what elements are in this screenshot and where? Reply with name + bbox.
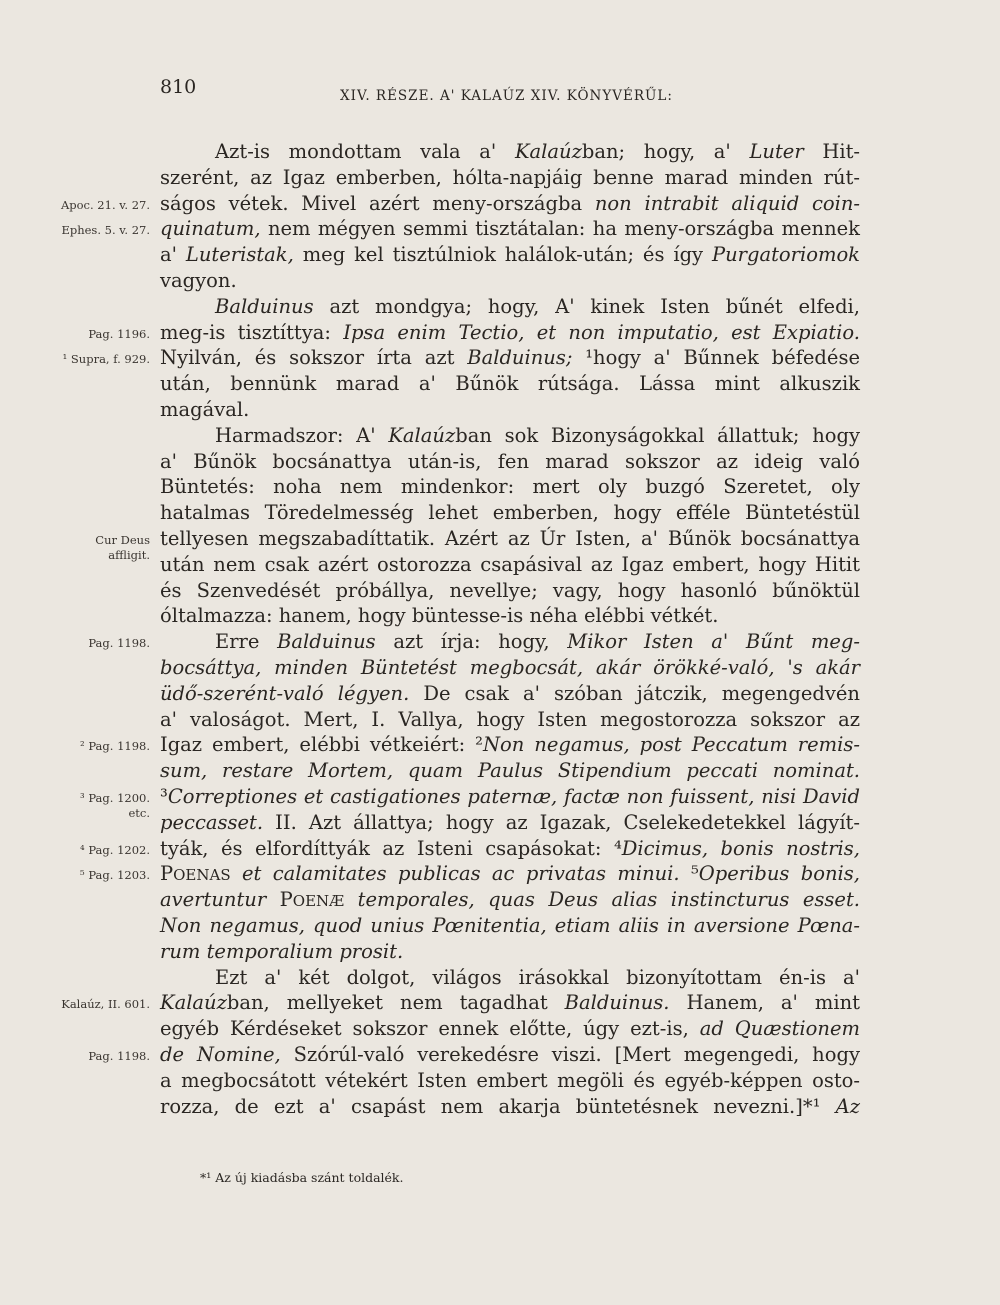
margin-note: Ephes. 5. v. 27.: [61, 223, 150, 238]
text-line: Kalaúzban, mellyeket nem tagadhat Balduinus. Hanem, a' mint: [160, 991, 860, 1015]
text-line: POENAS et calamitates publicas ac privatas minui. ⁵Operibus bonis,: [160, 862, 860, 886]
text-line: Non negamus, quod unius Pœnitentia, etiam aliis in aversione Pœna-: [160, 914, 860, 937]
text-line: óltalmazza: hanem, hogy büntesse-is néha elébbi vétkét.: [160, 604, 719, 628]
margin-note: ³ Pag. 1200.: [80, 791, 150, 805]
text-line: egyéb Kérdéseket sokszor ennek előtte, úgy ezt-is, ad Quæstionem: [160, 1017, 860, 1041]
text-line: után, bennünk marad a' Bűnök rútsága. Lássa mint alkuszik: [160, 372, 860, 396]
text-line: és Szenvedését próbállya, nevellye; vagy, hogy hasonló bűnöktül: [160, 578, 860, 602]
text-line: Ezt a' két dolgot, világos irásokkal bizonyítottam én-is a': [215, 965, 860, 989]
margin-note: ⁵ Pag. 1203.: [80, 868, 150, 883]
text-line: de Nomine, Szórúl-való verekedésre viszi. [Mert megengedi, hogy: [160, 1043, 860, 1066]
text-line: szerént, az Igaz emberben, hólta-napjáig benne marad minden rút-: [160, 165, 860, 189]
margin-note: affligit.: [108, 548, 150, 563]
text-line: ságos vétek. Mivel azért meny-országba non intrabit aliquid coin-: [160, 191, 860, 215]
text-line: a' valoságot. Mert, I. Vallya, hogy Isten megostorozza sokszor az: [160, 707, 860, 731]
margin-note: Pag. 1196.: [88, 326, 150, 341]
text-line: tellyesen megszabadíttatik. Azért az Úr Isten, a' Bűnök bocsánattya: [160, 527, 860, 550]
text-line: avertuntur POENÆ temporales, quas Deus alias instincturus esset.: [160, 888, 860, 912]
margin-note: Cur Deus: [95, 533, 150, 547]
margin-note: etc.: [128, 806, 150, 821]
text-line: rum temporalium prosit.: [160, 939, 404, 963]
margin-note: ² Pag. 1198.: [80, 739, 150, 754]
margin-note: ⁴ Pag. 1202.: [80, 842, 150, 857]
text-line: meg-is tisztíttya: Ipsa enim Tectio, et non imputatio, est Expiatio.: [160, 320, 860, 344]
running-head: XIV. RÉSZE. A' KALAÚZ XIV. KÖNYVÉRŰL:: [340, 88, 673, 104]
text-line: quinatum, nem mégyen semmi tisztátalan: ha meny-országba mennek: [160, 217, 860, 241]
margin-note: ¹ Supra, f. 929.: [62, 352, 150, 367]
margin-note: Kalaúz, II. 601.: [61, 997, 150, 1012]
text-line: Büntetés: noha nem mindenkor: mert oly buzgó Szeretet, oly: [160, 475, 860, 499]
text-line: a' Bűnök bocsánattya után-is, fen marad sokszor az ideig való: [160, 449, 860, 473]
text-line: bocsáttya, minden Büntetést megbocsát, akár örökké-való, 's akár: [160, 656, 860, 679]
text-line: rozza, de ezt a' csapást nem akarja büntetésnek nevezni.]*¹ Az: [160, 1094, 860, 1118]
text-line: vagyon.: [160, 269, 237, 292]
text-line: ³Correptiones et castigationes paternæ, factæ non fuissent, nisi David: [160, 785, 860, 808]
text-line: után nem csak azért ostorozza csapásival az Igaz embert, hogy Hitit: [160, 552, 860, 576]
text-line: Erre Balduinus azt írja: hogy, Mikor Isten a' Bűnt meg-: [215, 630, 860, 654]
text-line: a megbocsátott vétekért Isten embert megöli és egyéb-képpen osto-: [160, 1068, 860, 1092]
text-line: hatalmas Töredelmesség lehet emberben, hogy efféle Büntetéstül: [160, 501, 860, 525]
text-line: peccasset. II. Azt állattya; hogy az Igazak, Cselekedetekkel lágyít-: [160, 810, 860, 834]
text-line: Nyilván, és sokszor írta azt Balduinus; ¹hogy a' Bűnnek béfedése: [160, 346, 861, 370]
page-number: 810: [160, 76, 197, 98]
text-line: sum, restare Mortem, quam Paulus Stipendium peccati nominat.: [160, 759, 860, 783]
footnote: *¹ Az új kiadásba szánt toldalék.: [200, 1170, 404, 1185]
text-line: Azt-is mondottam vala a' Kalaúzban; hogy, a' Luter Hit-: [215, 140, 860, 163]
text-line: magával.: [160, 398, 250, 421]
text-line: üdő-szerént-való légyen. De csak a' szóban játczik, megengedvén: [160, 681, 860, 705]
text-line: a' Luteristak, meg kel tisztúlniok halálok-után; és így Purgatoriomok: [160, 243, 860, 267]
text-line: Igaz embert, elébbi vétkeiért: ²Non negamus, post Peccatum remis-: [160, 733, 860, 757]
text-line: Harmadszor: A' Kalaúzban sok Bizonyságokkal állattuk; hogy: [215, 423, 861, 447]
margin-note: Pag. 1198.: [88, 636, 150, 651]
text-line: Balduinus azt mondgya; hogy, A' kinek Isten bűnét elfedi,: [215, 294, 860, 318]
margin-note: Pag. 1198.: [88, 1049, 150, 1063]
margin-note: Apoc. 21. v. 27.: [60, 197, 150, 212]
text-line: tyák, és elfordíttyák az Isteni csapásokat: ⁴Dicimus, bonis nostris,: [160, 836, 860, 860]
